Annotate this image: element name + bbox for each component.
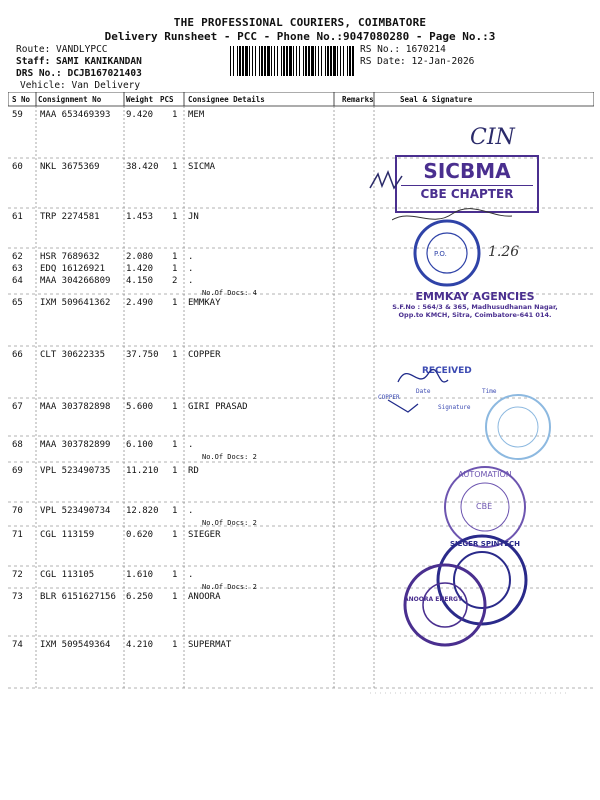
row-sno: 74 — [12, 640, 23, 650]
row-weight: 1.453 — [126, 212, 154, 222]
row-weight: 6.100 — [126, 440, 154, 450]
table-lines — [8, 92, 594, 784]
drs-label: DRS No.: DCJB167021403 — [16, 68, 142, 79]
row-consignment: HSR 7689632 — [40, 252, 100, 262]
row-pcs: 1 — [172, 506, 178, 516]
row-consignee: SUPERMAT — [188, 640, 232, 650]
row-pcs: 1 — [172, 592, 178, 602]
col-pcs: PCS — [160, 95, 174, 104]
row-consignment: CLT 30622335 — [40, 350, 106, 360]
barcode-image — [230, 46, 356, 76]
row-consignee: EMMKAY — [188, 298, 221, 308]
row-sno: 60 — [12, 162, 23, 172]
row-consignment: TRP 2274581 — [40, 212, 100, 222]
sieger-label: SIEGER SPINTECH — [450, 540, 520, 548]
row-sno: 69 — [12, 466, 23, 476]
row-consignment: MAA 303782899 — [40, 440, 111, 450]
col-sno: S No — [12, 95, 31, 104]
col-consignment: Consignment No — [38, 95, 102, 104]
row-consignment: IXM 509549364 — [40, 640, 111, 650]
vehicle-label: Vehicle: Van Delivery — [20, 80, 141, 91]
svg-text:CIN: CIN — [470, 125, 515, 150]
row-docs-count: No.Of Docs: 4 — [202, 289, 257, 297]
received-label: RECEIVED — [422, 366, 472, 376]
row-consignee: . — [188, 276, 194, 286]
row-consignee: ANOORA — [188, 592, 221, 602]
signature-label: Signature — [438, 404, 471, 411]
row-pcs: 1 — [172, 530, 178, 540]
row-consignee: . — [188, 252, 194, 262]
row-pcs: 1 — [172, 440, 178, 450]
row-consignment: VPL 523490735 — [40, 466, 111, 476]
row-weight: 37.750 — [126, 350, 159, 360]
row-docs-count: No.Of Docs: 2 — [202, 583, 257, 591]
row-consignee: . — [188, 570, 194, 580]
row-pcs: 1 — [172, 110, 178, 120]
date-label: Date — [416, 388, 431, 395]
copper-label: COPPER — [378, 394, 400, 401]
row-consignment: MAA 653469393 — [40, 110, 111, 120]
row-consignment: NKL 3675369 — [40, 162, 100, 172]
row-weight: 1.610 — [126, 570, 154, 580]
anoora-label: ANOORA ENERGY — [404, 596, 463, 603]
row-pcs: 1 — [172, 402, 178, 412]
row-consignee: . — [188, 264, 194, 274]
row-pcs: 1 — [172, 162, 178, 172]
row-docs-count: No.Of Docs: 2 — [202, 519, 257, 527]
row-sno: 59 — [12, 110, 23, 120]
row-pcs: 1 — [172, 264, 178, 274]
sicbma-stamp-line1: SICBMA — [423, 159, 511, 183]
sicbma-stamp-line2: CBE CHAPTER — [401, 185, 533, 201]
row-weight: 9.420 — [126, 110, 154, 120]
row-consignment: BLR 6151627156 — [40, 592, 116, 602]
row-weight: 5.600 — [126, 402, 154, 412]
svg-text:1.26: 1.26 — [488, 244, 520, 260]
emmkay-line1: EMMKAY AGENCIES — [415, 290, 535, 303]
route-label: Route: VANDLYPCC — [16, 44, 108, 55]
cbe-label: CBE — [476, 502, 493, 511]
row-consignee: GIRI PRASAD — [188, 402, 248, 412]
runsheet-title: Delivery Runsheet - PCC - Phone No.:9047080280 - Page No.:3 — [104, 30, 496, 43]
col-seal: Seal & Signature — [400, 95, 473, 104]
row-weight: 4.210 — [126, 640, 154, 650]
row-pcs: 1 — [172, 640, 178, 650]
runsheet-table — [8, 92, 594, 784]
row-pcs: 1 — [172, 212, 178, 222]
row-consignment: EDQ 16126921 — [40, 264, 106, 274]
row-weight: 6.250 — [126, 592, 154, 602]
row-pcs: 1 — [172, 252, 178, 262]
row-pcs: 1 — [172, 570, 178, 580]
col-consignee: Consignee Details — [188, 95, 265, 104]
row-pcs: 2 — [172, 276, 178, 286]
row-sno: 73 — [12, 592, 23, 602]
row-consignment: VPL 523490734 — [40, 506, 111, 516]
row-sno: 63 — [12, 264, 23, 274]
row-consignee: SICMA — [188, 162, 216, 172]
company-title: THE PROFESSIONAL COURIERS, COIMBATORE — [173, 16, 427, 29]
row-consignee: SIEGER — [188, 530, 221, 540]
row-consignment: CGL 113105 — [40, 570, 95, 580]
row-consignee: MEM — [188, 110, 205, 120]
row-sno: 71 — [12, 530, 23, 540]
row-consignment: CGL 113159 — [40, 530, 95, 540]
row-weight: 2.080 — [126, 252, 154, 262]
rs-date: RS Date: 12-Jan-2026 — [360, 56, 475, 67]
row-consignee: COPPER — [188, 350, 221, 360]
row-pcs: 1 — [172, 350, 178, 360]
row-weight: 12.820 — [126, 506, 159, 516]
row-consignment: IXM 509641362 — [40, 298, 111, 308]
row-consignee: . — [188, 440, 194, 450]
row-sno: 70 — [12, 506, 23, 516]
svg-text:P.O.: P.O. — [434, 250, 447, 258]
row-weight: 4.150 — [126, 276, 154, 286]
row-weight: 0.620 — [126, 530, 154, 540]
row-sno: 62 — [12, 252, 23, 262]
row-consignment: MAA 304266809 — [40, 276, 111, 286]
emmkay-line2: S.F.No : 564/3 & 365, Madhusudhanan Nagar, — [392, 303, 558, 311]
row-sno: 72 — [12, 570, 23, 580]
row-consignee: . — [188, 506, 194, 516]
row-consignee: RD — [188, 466, 199, 476]
row-consignment: MAA 303782898 — [40, 402, 111, 412]
time-label: Time — [482, 388, 497, 395]
staff-label: Staff: SAMI KANIKANDAN — [16, 56, 142, 67]
row-docs-count: No.Of Docs: 2 — [202, 453, 257, 461]
row-sno: 66 — [12, 350, 23, 360]
row-pcs: 1 — [172, 298, 178, 308]
automation-label: AUTOMATION — [458, 470, 512, 479]
row-weight: 1.420 — [126, 264, 154, 274]
row-sno: 65 — [12, 298, 23, 308]
row-consignee: JN — [188, 212, 199, 222]
row-pcs: 1 — [172, 466, 178, 476]
rs-number: RS No.: 1670214 — [360, 44, 446, 55]
emmkay-line3: Opp.to KMCH, Sitra, Coimbatore-641 014. — [398, 311, 552, 319]
row-sno: 67 — [12, 402, 23, 412]
row-weight: 38.420 — [126, 162, 159, 172]
col-weight: Weight — [126, 95, 154, 104]
row-sno: 61 — [12, 212, 23, 222]
row-sno: 64 — [12, 276, 23, 286]
row-sno: 68 — [12, 440, 23, 450]
col-remarks: Remarks — [342, 95, 374, 104]
row-weight: 2.490 — [126, 298, 154, 308]
row-weight: 11.210 — [126, 466, 159, 476]
